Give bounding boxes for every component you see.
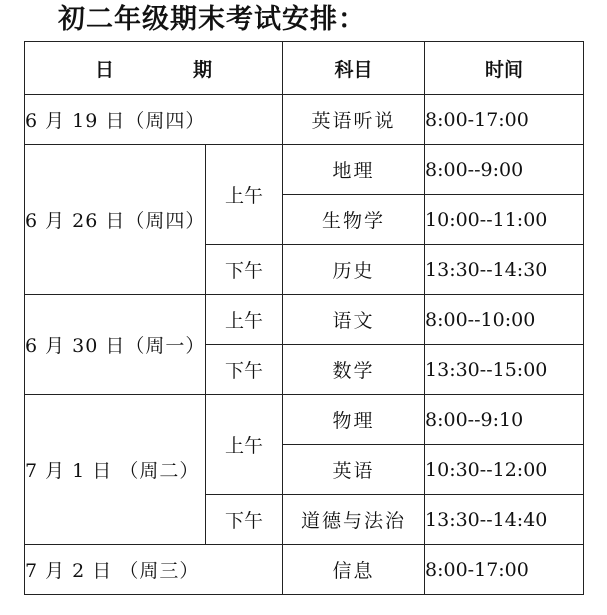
time-cell: 8:00--9:10 — [425, 395, 584, 445]
subject-cell: 语文 — [283, 295, 425, 345]
time-cell: 8:00-17:00 — [425, 545, 584, 595]
date-cell: 7 月 2 日 （周三） — [25, 545, 283, 595]
page-title: 初二年级期末考试安排： — [58, 4, 366, 35]
table-row — [25, 545, 584, 595]
table-row — [25, 145, 584, 195]
time-cell: 10:30--12:00 — [425, 445, 584, 495]
subject-cell: 英语 — [283, 445, 425, 495]
half-day-cell: 下午 — [206, 495, 283, 545]
half-day-cell: 上午 — [206, 295, 283, 345]
time-cell: 10:00--11:00 — [425, 195, 584, 245]
time-cell: 8:00--9:00 — [425, 145, 584, 195]
time-cell: 13:30--14:40 — [425, 495, 584, 545]
subject-cell: 英语听说 — [283, 95, 425, 145]
date-cell: 6 月 19 日（周四） — [25, 95, 283, 145]
table-row — [25, 295, 584, 345]
time-cell: 8:00--10:00 — [425, 295, 584, 345]
subject-cell: 生物学 — [283, 195, 425, 245]
half-day-cell: 上午 — [206, 145, 283, 245]
table-header-row — [25, 42, 584, 95]
table-row — [25, 95, 584, 145]
date-cell: 7 月 1 日 （周二） — [25, 395, 206, 545]
half-day-cell: 上午 — [206, 395, 283, 495]
half-day-cell: 下午 — [206, 345, 283, 395]
subject-cell: 地理 — [283, 145, 425, 195]
time-cell: 13:30--15:00 — [425, 345, 584, 395]
subject-cell: 数学 — [283, 345, 425, 395]
subject-cell: 信息 — [283, 545, 425, 595]
subject-cell: 道德与法治 — [283, 495, 425, 545]
table-row — [25, 395, 584, 445]
header-subject: 科目 — [283, 42, 425, 95]
header-time: 时间 — [425, 42, 584, 95]
half-day-cell: 下午 — [206, 245, 283, 295]
header-date: 日 期 — [25, 42, 283, 95]
subject-cell: 历史 — [283, 245, 425, 295]
date-cell: 6 月 30 日（周一） — [25, 295, 206, 395]
time-cell: 13:30--14:30 — [425, 245, 584, 295]
time-cell: 8:00-17:00 — [425, 95, 584, 145]
exam-schedule-table — [24, 41, 584, 595]
subject-cell: 物理 — [283, 395, 425, 445]
date-cell: 6 月 26 日（周四） — [25, 145, 206, 295]
